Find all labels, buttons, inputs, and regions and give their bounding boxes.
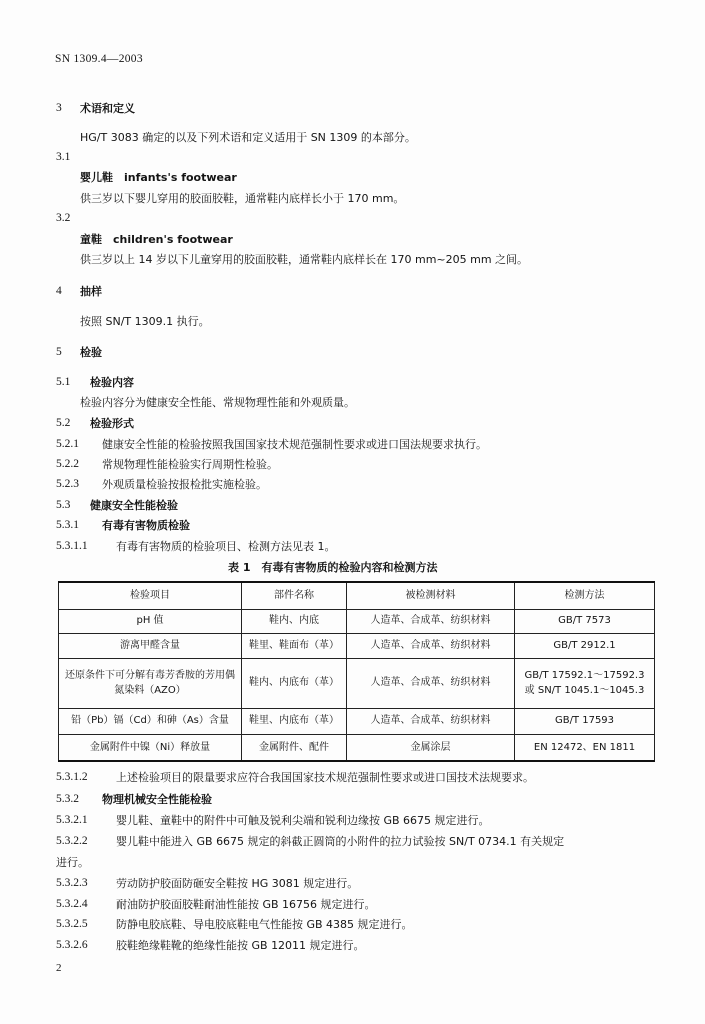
clause-5-3-1-2-number: 5.3.1.2 <box>56 771 88 783</box>
table-row <box>59 708 655 734</box>
clause-5-3-2-4-number: 5.3.2.4 <box>56 898 88 910</box>
table-row <box>59 658 655 708</box>
clause-5-3-1-1-body: 有毒有害物质的检验项目、检测方法见表 1。 <box>116 540 336 553</box>
page-number: 2 <box>56 962 62 974</box>
clause-5-3-2-5-number: 5.3.2.5 <box>56 918 88 930</box>
cell-item: 铅（Pb）镉（Cd）和砷（As）含量 <box>59 708 242 734</box>
cell-item: 游离甲醛含量 <box>59 633 242 658</box>
clause-5-2-1-number: 5.2.1 <box>56 438 79 450</box>
clause-5-3-1-1-number: 5.3.1.1 <box>56 540 88 552</box>
section-5-2-title: 检验形式 <box>90 417 134 430</box>
section-5-1-title: 检验内容 <box>90 376 134 389</box>
clause-5-3-1-2-body: 上述检验项目的限量要求应符合我国国家技术规范强制性要求或进口国技术法规要求。 <box>116 771 534 784</box>
section-5-number: 5 <box>56 346 62 358</box>
clause-5-3-2-2-body-line-1: 婴儿鞋中能进入 GB 6675 规定的斜截正圆筒的小附件的拉力试验按 SN/T 0734.1 有关规定 <box>116 835 565 848</box>
header-test-method: 检测方法 <box>515 582 655 609</box>
header-test-item: 检验项目 <box>59 582 242 609</box>
table-row <box>59 633 655 658</box>
header-part-name: 部件名称 <box>242 582 347 609</box>
clause-5-2-1-body: 健康安全性能的检验按照我国国家技术规范强制性要求或进口国法规要求执行。 <box>102 438 487 451</box>
table-header-row <box>59 582 655 609</box>
section-4-number: 4 <box>56 285 62 297</box>
cell-item: 还原条件下可分解有毒芳香胺的芳用偶氮染料（AZO） <box>59 658 242 708</box>
cell-part: 金属附件、配件 <box>242 734 347 761</box>
clause-5-3-2-6-number: 5.3.2.6 <box>56 939 88 951</box>
section-3-number: 3 <box>56 102 62 114</box>
cell-material: 人造革、合成革、纺织材料 <box>347 658 515 708</box>
section-5-1-number: 5.1 <box>56 376 71 388</box>
clause-5-3-2-3-body: 劳动防护胶面防砸安全鞋按 HG 3081 规定进行。 <box>116 877 359 890</box>
clause-5-3-2-4-body: 耐油防护胶面胶鞋耐油性能按 GB 16756 规定进行。 <box>116 898 376 911</box>
cell-item: 金属附件中镍（Ni）释放量 <box>59 734 242 761</box>
section-3-2-number: 3.2 <box>56 212 71 224</box>
cell-method: GB/T 7573 <box>515 609 655 633</box>
definition-childrens-footwear: 供三岁以上 14 岁以下儿童穿用的胶面胶鞋，通常鞋内底样长在 170 mm~205 mm 之间。 <box>80 253 529 266</box>
cell-method: GB/T 2912.1 <box>515 633 655 658</box>
clause-5-3-2-1-number: 5.3.2.1 <box>56 814 88 826</box>
section-5-3-number: 5.3 <box>56 499 71 511</box>
cell-method: EN 12472、EN 1811 <box>515 734 655 761</box>
cell-material: 金属涂层 <box>347 734 515 761</box>
standard-number-header: SN 1309.4—2003 <box>55 53 143 65</box>
cell-part: 鞋里、内底布（革） <box>242 708 347 734</box>
cell-part: 鞋内、内底 <box>242 609 347 633</box>
clause-5-3-2-6-body: 胶鞋绝缘鞋靴的绝缘性能按 GB 12011 规定进行。 <box>116 939 365 952</box>
section-5-title: 检验 <box>80 346 102 359</box>
clause-5-3-2-2-number: 5.3.2.2 <box>56 835 88 847</box>
header-tested-material: 被检测材料 <box>347 582 515 609</box>
cell-method <box>515 658 655 708</box>
section-5-3-title: 健康安全性能检验 <box>90 499 178 512</box>
section-4-title: 抽样 <box>80 285 102 298</box>
clause-5-3-2-1-body: 婴儿鞋、童鞋中的附件中可触及锐利尖端和锐利边缘按 GB 6675 规定进行。 <box>116 814 490 827</box>
section-5-2-number: 5.2 <box>56 417 71 429</box>
section-4-body: 按照 SN/T 1309.1 执行。 <box>80 315 210 328</box>
section-3-title: 术语和定义 <box>80 102 135 115</box>
clause-5-3-2-3-number: 5.3.2.3 <box>56 877 88 889</box>
clause-5-2-2-number: 5.2.2 <box>56 458 79 470</box>
cell-part: 鞋内、内底布（革） <box>242 658 347 708</box>
section-5-3-2-title: 物理机械安全性能检验 <box>102 793 212 806</box>
cell-method-line-2: 或 SN/T 1045.1～1045.3 <box>524 685 645 696</box>
section-5-1-body: 检验内容分为健康安全性能、常规物理性能和外观质量。 <box>80 396 355 409</box>
cell-part: 鞋里、鞋面布（革） <box>242 633 347 658</box>
cell-material: 人造革、合成革、纺织材料 <box>347 609 515 633</box>
cell-method-line-1: GB/T 17592.1～17592.3 <box>524 669 645 681</box>
table-row <box>59 609 655 633</box>
definition-infants-footwear: 供三岁以下婴儿穿用的胶面胶鞋，通常鞋内底样长小于 170 mm。 <box>80 192 405 205</box>
term-infants-footwear: 婴儿鞋 infants's footwear <box>80 171 237 184</box>
table-row <box>59 734 655 761</box>
clause-5-2-2-body: 常规物理性能检验实行周期性检验。 <box>102 458 278 471</box>
section-5-3-1-number: 5.3.1 <box>56 519 79 531</box>
cell-material: 人造革、合成革、纺织材料 <box>347 633 515 658</box>
cell-material: 人造革、合成革、纺织材料 <box>347 708 515 734</box>
clause-5-2-3-body: 外观质量检验按报检批实施检验。 <box>102 478 267 491</box>
clause-5-3-2-5-body: 防静电胶底鞋、导电胶底鞋电气性能按 GB 4385 规定进行。 <box>116 918 413 931</box>
section-3-intro: HG/T 3083 确定的以及下列术语和定义适用于 SN 1309 的本部分。 <box>80 131 416 144</box>
cell-item: pH 值 <box>59 609 242 633</box>
clause-5-2-3-number: 5.2.3 <box>56 478 79 490</box>
clause-5-3-2-2-body-line-2: 进行。 <box>56 856 89 869</box>
section-3-1-number: 3.1 <box>56 151 71 163</box>
term-childrens-footwear: 童鞋 children's footwear <box>80 233 233 246</box>
cell-method: GB/T 17593 <box>515 708 655 734</box>
table-1 <box>58 581 655 762</box>
section-5-3-1-title: 有毒有害物质检验 <box>102 519 190 532</box>
table-1-caption: 表 1 有毒有害物质的检验内容和检测方法 <box>228 561 438 574</box>
section-5-3-2-number: 5.3.2 <box>56 793 79 805</box>
